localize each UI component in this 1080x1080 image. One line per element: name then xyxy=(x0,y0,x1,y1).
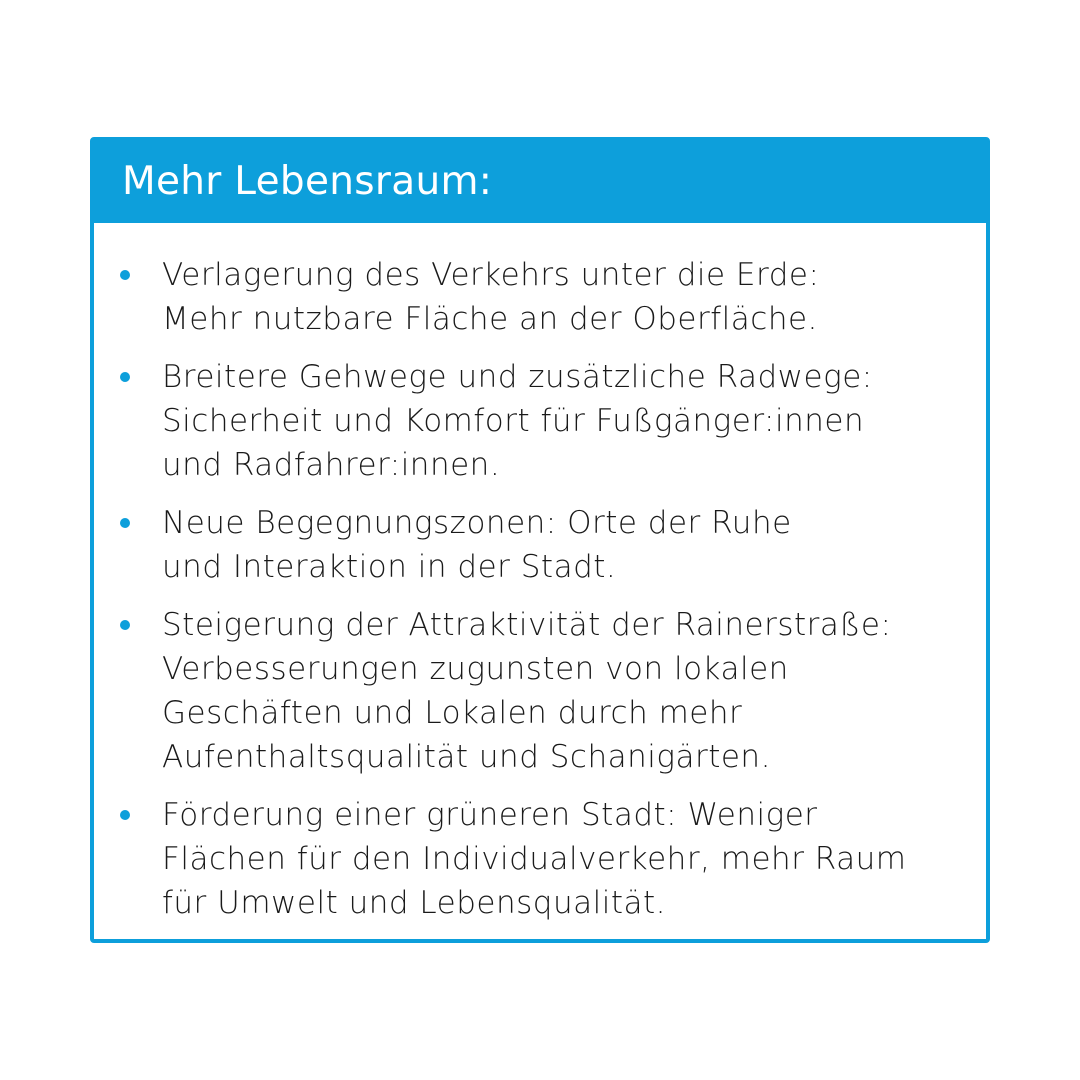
list-item xyxy=(94,355,966,487)
bullet-dot-icon xyxy=(120,518,130,528)
list-item-line: für Umwelt und Lebensqualität. xyxy=(162,885,666,921)
list-item xyxy=(94,253,966,341)
bullet-dot-icon xyxy=(120,270,130,280)
bullet-dot-icon xyxy=(120,620,130,630)
bullet-list xyxy=(94,223,986,925)
list-item-line: Breitere Gehwege und zusätzliche Radwege: xyxy=(162,359,873,395)
list-item-line: Geschäften und Lokalen durch mehr xyxy=(162,695,743,731)
bullet-dot-icon xyxy=(120,372,130,382)
info-box-header xyxy=(94,141,986,223)
list-item-line: Sicherheit und Komfort für Fußgänger:innen xyxy=(162,403,865,439)
list-item-line: Förderung einer grüneren Stadt: Weniger xyxy=(162,797,818,833)
list-item-line: und Interaktion in der Stadt. xyxy=(162,549,617,585)
list-item xyxy=(94,501,966,589)
list-item xyxy=(94,603,966,779)
list-item-line: Verbesserungen zugunsten von lokalen xyxy=(162,651,789,687)
list-item xyxy=(94,793,966,925)
list-item-line: und Radfahrer:innen. xyxy=(162,447,501,483)
list-item-line: Aufenthaltsqualität und Schanigärten. xyxy=(162,739,771,775)
list-item-line: Flächen für den Individualverkehr, mehr Raum xyxy=(162,841,907,877)
list-item-line: Mehr nutzbare Fläche an der Oberfläche. xyxy=(162,301,818,337)
list-item-line: Neue Begegnungszonen: Orte der Ruhe xyxy=(162,505,792,541)
info-box xyxy=(90,137,990,943)
list-item-line: Steigerung der Attraktivität der Rainerstraße: xyxy=(162,607,892,643)
list-item-line: Verlagerung des Verkehrs unter die Erde: xyxy=(162,257,820,293)
bullet-dot-icon xyxy=(120,810,130,820)
info-box-title: Mehr Lebensraum: xyxy=(122,158,493,204)
